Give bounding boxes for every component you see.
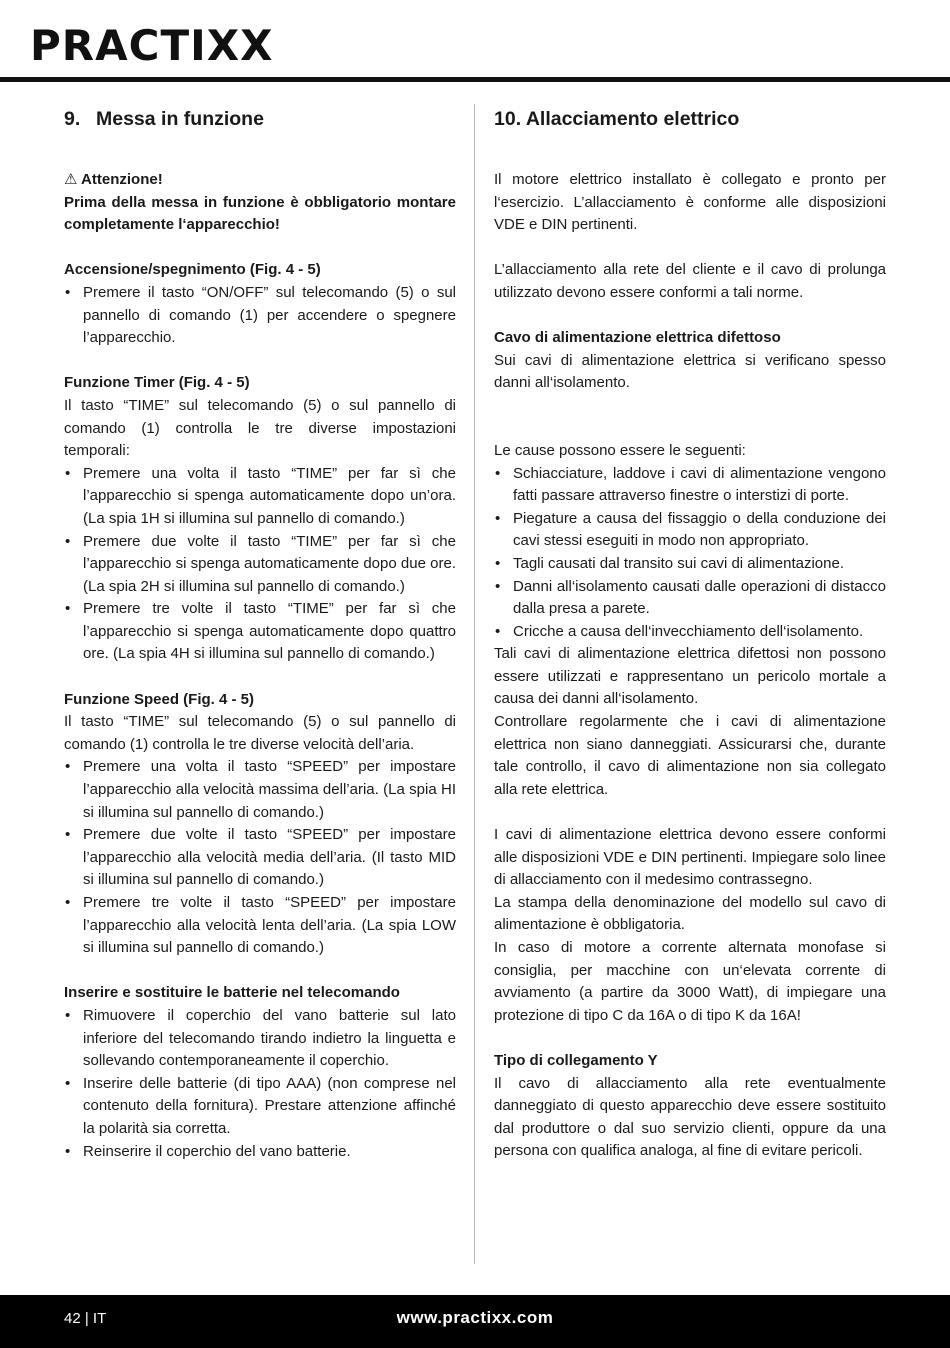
motor-text: In caso di motore a corrente alternata monofase si consiglia, per macchine con un‘elevata corrente di avviamento (a partire da 3000 Watt), di impiegare una protezione di tipo C da 16A o di tipo K da 16A! — [494, 939, 886, 1024]
warning-title: ⚠ Attenzione! — [64, 171, 163, 188]
check-text: Controllare regolarmente che i cavi di alimentazione elettrica non siano danneggiati. Assicurarsi che, durante tale controllo, il cavo di alimentazione non sia collegato alla rete elettrica. — [494, 713, 886, 798]
list-item: • Piegature a causa del fissaggio o della conduzione dei cavi stessi eseguiti in modo non appropriato. — [494, 508, 886, 553]
speed-text: Il tasto “TIME” sul telecomando (5) o sul pannello di comando (1) controlla le tre diverse velocità dell’aria. — [64, 713, 456, 753]
header-rule — [0, 77, 950, 82]
list-item: • Inserire delle batterie (di tipo AAA) (non comprese nel contenuto della fornitura). Prestare attenzione affinché la polarità sia corretta. — [64, 1073, 456, 1141]
timer-text: Il tasto “TIME” sul telecomando (5) o sul pannello di comando (1) controlla le tre diverse impostazioni temporali: — [64, 396, 456, 460]
causes-list — [494, 463, 886, 644]
timer-list — [64, 463, 456, 666]
page-number: 42 | IT — [64, 1310, 107, 1327]
section-heading-10: 10. Allacciamento elettrico — [494, 108, 740, 130]
logo-text: PRACTIXX — [30, 21, 274, 70]
timer-title: Funzione Timer (Fig. 4 - 5) — [64, 374, 250, 392]
footer — [0, 1295, 950, 1348]
connection-title: Tipo di collegamento Y — [494, 1051, 658, 1069]
list-item: • Premere tre volte il tasto “SPEED” per impostare l’apparecchio alla velocità lenta dell’aria. (La spia LOW si illumina sul pannello di comando.) — [64, 892, 456, 960]
danger-text: Tali cavi di alimentazione elettrica difettosi non possono essere utilizzati e rappresentano un pericolo mortale a causa dei danni all‘isolamento. — [494, 645, 886, 708]
intro-paragraph-1: Il motore elettrico installato è collegato e pronto per l‘esercizio. L’allacciamento è conforme alle disposizioni VDE e DIN pertinenti. — [494, 171, 886, 234]
list-item: • Reinserire il coperchio del vano batterie. — [64, 1141, 456, 1164]
connection-text: Il cavo di allacciamento alla rete eventualmente danneggiato di questo apparecchio deve essere sostituito dal produttore o dal suo servizio clienti, oppure da una persona con qualifica analoga, al fine di evitare pericoli. — [494, 1074, 886, 1160]
speed-title: Funzione Speed (Fig. 4 - 5) — [64, 690, 255, 708]
list-item: • Premere una volta il tasto “TIME” per far sì che l’apparecchio si spenga automaticamente dopo un’ora. (La spia 1H si illumina sul pannello di comando.) — [64, 463, 456, 531]
right-column — [494, 104, 886, 1163]
power-title: Accensione/spegnimento (Fig. 4 - 5) — [64, 261, 321, 279]
defect-title: Cavo di alimentazione elettrica difettoso — [494, 329, 781, 347]
battery-title: Inserire e sostituire le batterie nel telecomando — [64, 984, 400, 1002]
power-list — [64, 282, 456, 350]
speed-list — [64, 756, 456, 959]
left-column — [64, 104, 456, 1163]
causes-intro: Le cause possono essere le seguenti: — [494, 441, 746, 459]
list-item: • Premere due volte il tasto “TIME” per far sì che l’apparecchio si spenga automaticamente dopo due ore. (La spia 2H si illumina sul pannello di comando.) — [64, 531, 456, 599]
warning-text: Prima della messa in funzione è obbligatorio montare completamente l‘apparecchio! — [64, 193, 456, 234]
list-item: • Premere due volte il tasto “SPEED” per impostare l’apparecchio alla velocità media dell’aria. (Il tasto MID si illumina sul pannello di comando.) — [64, 824, 456, 892]
battery-list — [64, 1005, 456, 1163]
website-link[interactable]: www.practixx.com — [396, 1308, 554, 1327]
list-item: • Tagli causati dal transito sui cavi di alimentazione. — [494, 553, 886, 576]
section-heading-9: 9. Messa in funzione — [64, 108, 264, 130]
print-text: La stampa della denominazione del modello sul cavo di alimentazione è obbligatoria. — [494, 893, 886, 934]
list-item: • Premere una volta il tasto “SPEED” per impostare l’apparecchio alla velocità massima dell’aria. (La spia HI si illumina sul pannello di comando.) — [64, 756, 456, 824]
conform-text: I cavi di alimentazione elettrica devono essere conformi alle disposizioni VDE e DIN pertinenti. Impiegare solo linee di allacciamento con il medesimo contrassegno. — [494, 826, 886, 889]
list-item: • Premere tre volte il tasto “TIME” per far sì che l’apparecchio si spenga automaticamente dopo quattro ore. (La spia 4H si illumina sul pannello di comando.) — [64, 598, 456, 666]
list-item: • Schiacciature, laddove i cavi di alimentazione vengono fatti passare attraverso finestre o interstizi di porte. — [494, 463, 886, 508]
list-item: • Danni all‘isolamento causati dalle operazioni di distacco dalla presa a parete. — [494, 576, 886, 621]
practixx-logo — [30, 14, 330, 78]
defect-text: Sui cavi di alimentazione elettrica si verificano spesso danni all‘isolamento. — [494, 351, 886, 392]
list-item: • Cricche a causa dell‘invecchiamento dell‘isolamento. — [494, 621, 886, 644]
list-item: • Rimuovere il coperchio del vano batterie sul lato inferiore del telecomando tirando indietro la linguetta e sollevando contemporaneamente il coperchio. — [64, 1005, 456, 1073]
intro-paragraph-2: L’allacciamento alla rete del cliente e il cavo di prolunga utilizzato devono essere conformi a tali norme. — [494, 261, 886, 301]
column-divider — [474, 104, 475, 1264]
list-item: • Premere il tasto “ON/OFF” sul telecomando (5) o sul pannello di comando (1) per accendere o spegnere l’apparecchio. — [64, 282, 456, 350]
